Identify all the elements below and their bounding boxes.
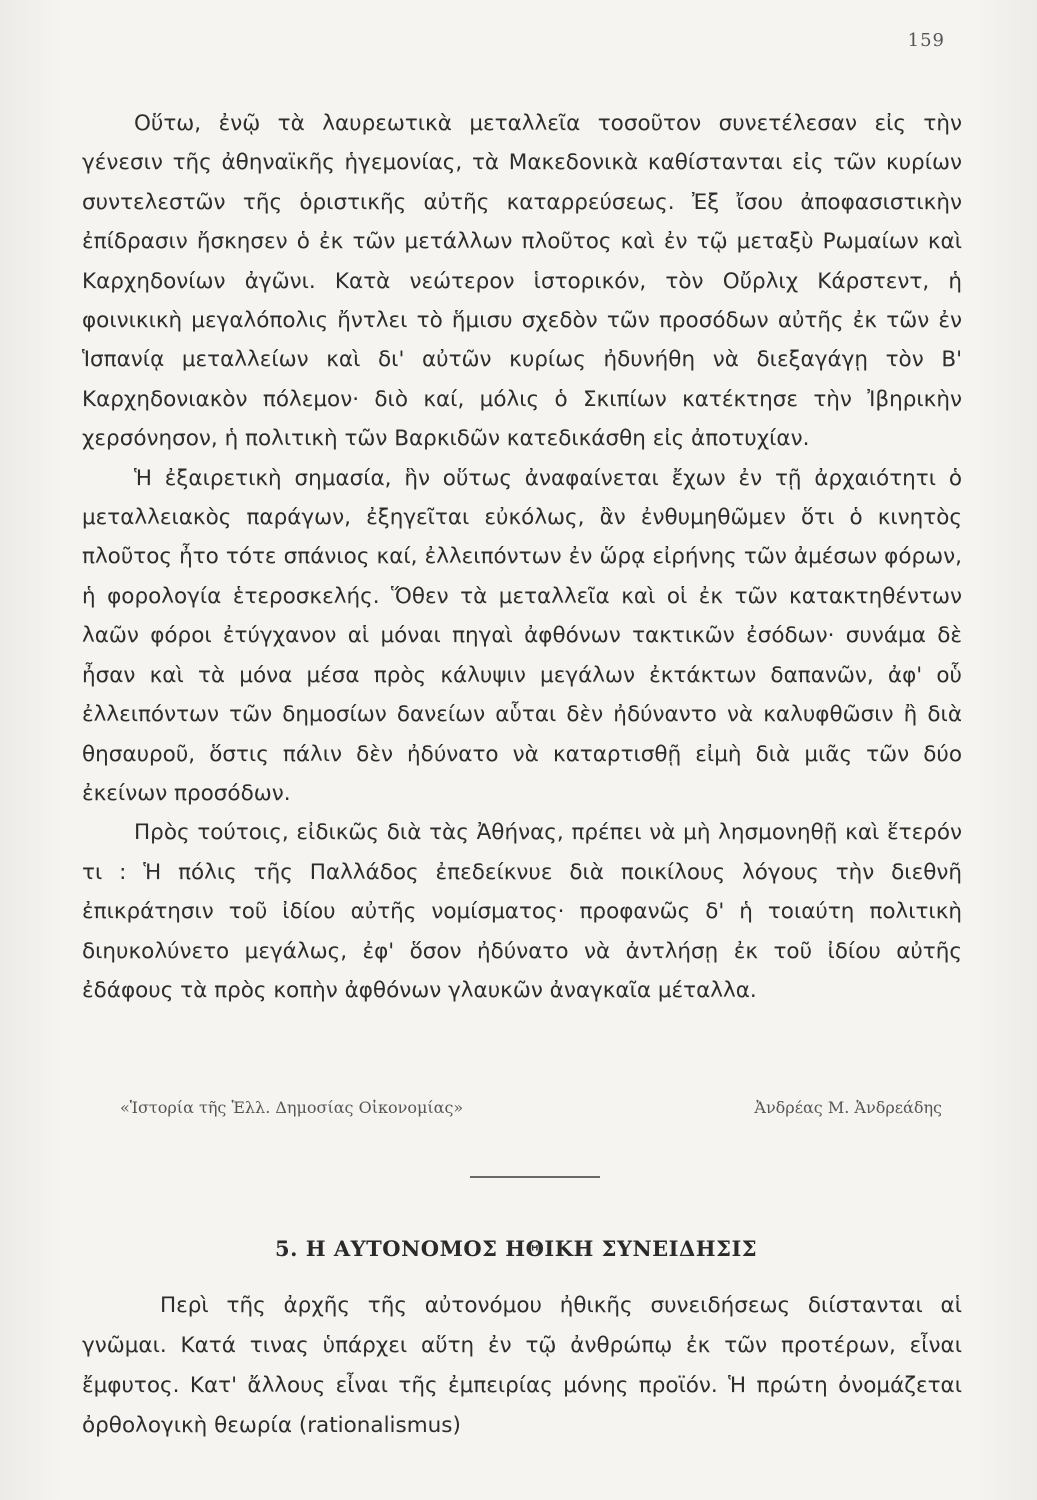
paragraph: Οὕτω, ἐνῷ τὰ λαυρεωτικὰ μεταλλεῖα τοσοῦτον συνετέλεσαν εἰς τὴν γένεσιν τῆς ἀθηναϊκῆς ἡγεμονίας, τὰ Μακεδονικὰ καθίστανται εἰς τῶν κυρίων συντελεστῶν τῆς ὁριστικῆς αὐτῆς καταρρεύσεως. Ἐξ ἴσου ἀποφασιστικὴν ἐπίδρασιν ἤσκησεν ὁ ἐκ τῶν μετάλλων πλοῦτος καὶ ἐν τῷ μεταξὺ Ρωμαίων καὶ Καρχηδονίων ἀγῶνι. Κατὰ νεώτερον ἱστορικόν, τὸν Οὔρλιχ Κάρστεντ, ἡ φοινικικὴ μεγαλόπολις ἤντλει τὸ ἥμισυ σχεδὸν τῶν προσόδων αὐτῆς ἐκ τῶν ἐν Ἱσπανίᾳ μεταλλείων καὶ δι' αὐτῶν κυρίως ἠδυνήθη νὰ διεξαγάγῃ τὸν Β' Καρχηδονιακὸν πόλεμον· διὸ καί, μόλις ὁ Σκιπίων κατέκτησε τὴν Ἰβηρικὴν χερσόνησον, ἡ πολιτικὴ τῶν Βαρκιδῶν κατεδικάσθη εἰς ἀποτυχίαν. (82, 111, 962, 452)
paragraph: Περὶ τῆς ἀρχῆς τῆς αὐτονόμου ἠθικῆς συνειδήσεως διίστανται αἱ γνῶμαι. Κατά τινας ὑπάρχει αὕτη ἐν τῷ ἀνθρώπῳ ἐκ τῶν προτέρων, εἶναι ἔμφυτος. Κατ' ἄλλους εἶναι τῆς ἐμπειρίας μόνης προϊόν. Ἡ πρώτη ὀνομάζεται ὀρθολογικὴ θεωρία (rationalismus) (82, 1293, 962, 1438)
citation-source: «Ἱστορία τῆς Ἑλλ. Δημοσίας Οἰκονομίας» (120, 1098, 464, 1117)
paragraph: Ἡ ἐξαιρετικὴ σημασία, ἣν οὕτως ἀναφαίνεται ἔχων ἐν τῇ ἀρχαιότητι ὁ μεταλλειακὸς παράγων, ἐξηγεῖται εὐκόλως, ἂν ἐνθυμηθῶμεν ὅτι ὁ κινητὸς πλοῦτος ἦτο τότε σπάνιος καί, ἐλλειπόντων ἐν ὥρᾳ εἰρήνης τῶν ἀμέσων φόρων, ἡ φορολογία ἑτεροσκελής. Ὅθεν τὰ μεταλλεῖα καὶ οἱ ἐκ τῶν κατακτηθέντων λαῶν φόροι ἐτύγχανον αἱ μόναι πηγαὶ ἀφθόνων τακτικῶν ἐσόδων· συνάμα δὲ ἦσαν καὶ τὰ μόνα μέσα πρὸς κάλυψιν μεγάλων ἐκτάκτων δαπανῶν, ἀφ' οὗ ἐλλειπόντων τῶν δημοσίων δανείων αὗται δὲν ἠδύναντο νὰ καλυφθῶσιν ἢ διὰ θησαυροῦ, ὅστις πάλιν δὲν ἠδύνατο νὰ καταρτισθῇ εἰμὴ διὰ μιᾶς τῶν δύο ἐκείνων προσόδων. (82, 465, 962, 806)
section-passage (82, 1286, 962, 1446)
section-heading: 5. Η ΑΥΤΟΝΟΜΟΣ ΗΘΙΚΗ ΣΥΝΕΙΔΗΣΙΣ (275, 1236, 758, 1261)
paragraph: Πρὸς τούτοις, εἰδικῶς διὰ τὰς Ἀθήνας, πρέπει νὰ μὴ λησμονηθῇ καὶ ἕτερόν τι : Ἡ πόλις τῆς Παλλάδος ἐπεδείκνυε διὰ ποικίλους λόγους τὴν διεθνῆ ἐπικράτησιν τοῦ ἰδίου αὐτῆς νομίσματος· προφανῶς δ' ἡ τοιαύτη πολιτικὴ διηυκολύνετο μεγάλως, ἐφ' ὅσον ἠδύνατο νὰ ἀντλήσῃ ἐκ τοῦ ἰδίου αὐτῆς ἐδάφους τὰ πρὸς κοπὴν ἀφθόνων γλαυκῶν ἀναγκαῖα μέταλλα. (82, 820, 962, 1003)
page-number: 159 (907, 30, 945, 51)
section-divider (470, 1176, 600, 1178)
citation-author: Ἀνδρέας Μ. Ἀνδρεάδης (754, 1098, 942, 1117)
main-passage (82, 104, 962, 1010)
citation-line (120, 1098, 942, 1117)
